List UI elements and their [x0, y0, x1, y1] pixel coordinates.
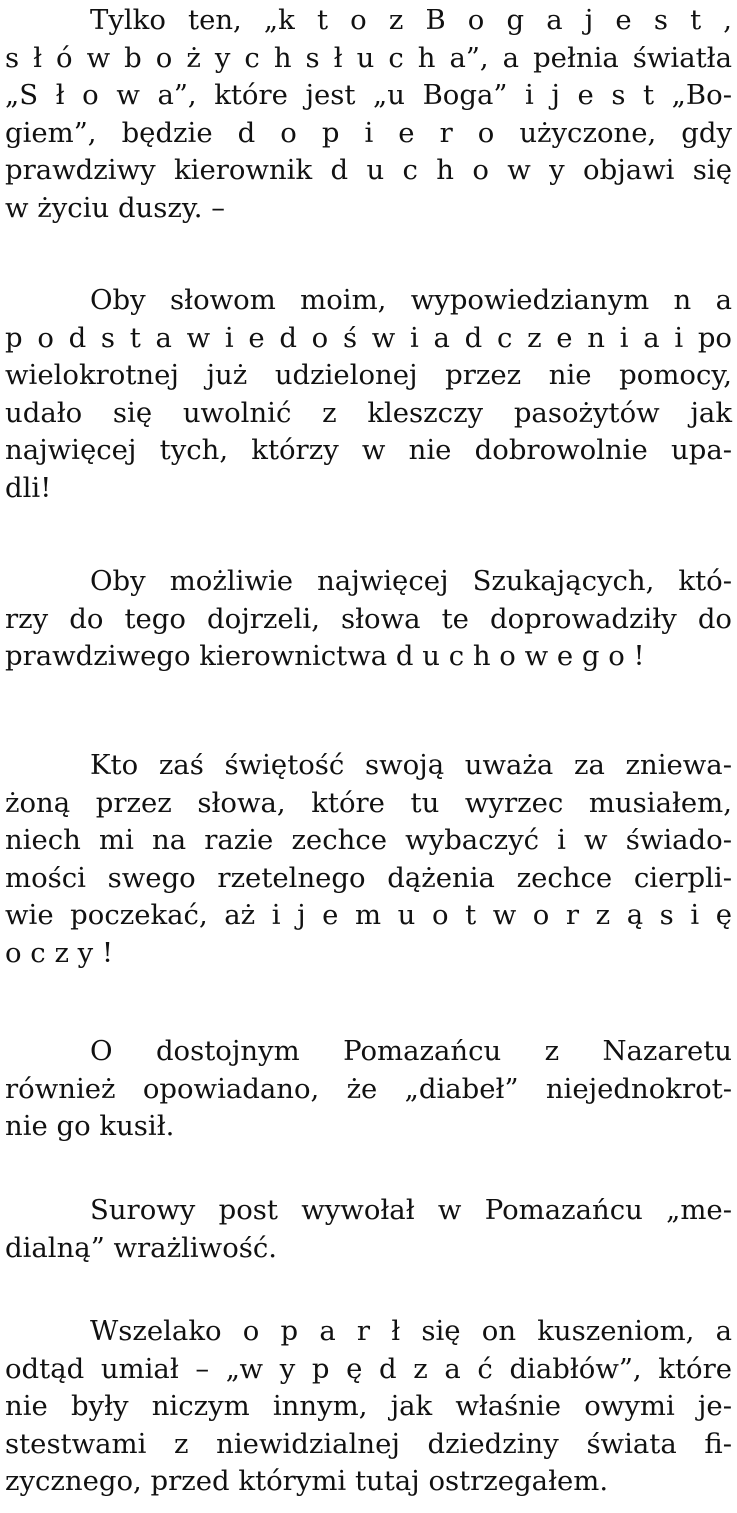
text-line: Oby słowom moim, wypowiedzianym n a: [90, 284, 732, 316]
text-line: Wszelako o p a r ł się on kuszeniom, a: [90, 1315, 732, 1347]
paragraph-6: [5, 1192, 732, 1267]
text-line: udało się uwolnić z kleszczy pasożytów jak: [5, 396, 732, 429]
text-line: Kto zaś świętość swoją uważa za zniewa-: [90, 749, 732, 781]
text-line: Oby możliwie najwięcej Szukających, któ-: [90, 565, 732, 597]
paragraph-4: [5, 747, 732, 972]
text-line: prawdziwy kierownik d u c h o w y objawi się: [5, 154, 732, 186]
text-line: Tylko ten, „k t o z B o g a j e s t ,: [90, 4, 732, 36]
text-line: s ł ó w b o ż y c h s ł u c h a”, a pełnia światła: [5, 41, 732, 74]
paragraph-7: [5, 1313, 732, 1501]
text-line: giem”, będzie d o p i e r o użyczone, gdy: [5, 116, 732, 149]
text-line: najwięcej tych, którzy w nie dobrowolnie upa-: [5, 434, 732, 466]
text-line: żoną przez słowa, które tu wyrzec musiałem,: [5, 786, 732, 819]
text-line: nie go kusił.: [5, 1110, 175, 1142]
text-line: niech mi na razie zechce wybaczyć i w świado-: [5, 824, 732, 856]
text-line: również opowiadano, że „diabeł” niejednokrot-: [5, 1072, 732, 1105]
text-line: Surowy post wywołał w Pomazańcu „me-: [90, 1194, 732, 1226]
text-line: p o d s t a w i e d o ś w i a d c z e n i a i po: [5, 321, 732, 354]
paragraph-5: [5, 1033, 732, 1146]
text-line: wie poczekać, aż i j e m u o t w o r z ą s i ę: [5, 899, 732, 931]
text-line: „S ł o w a”, które jest „u Boga” i j e s t „Bo-: [5, 79, 732, 111]
text-line: O dostojnym Pomazańcu z Nazaretu: [90, 1035, 732, 1067]
text-line: zycznego, przed którymi tutaj ostrzegałem.: [5, 1465, 609, 1497]
text-line: o c z y !: [5, 936, 113, 969]
text-line: dialną” wrażliwość.: [5, 1231, 278, 1264]
text-line: nie były niczym innym, jak właśnie owymi je-: [5, 1390, 732, 1422]
text-line: prawdziwego kierownictwa d u c h o w e g o !: [5, 640, 645, 672]
text-line: mości swego rzetelnego dążenia zechce cierpli-: [5, 861, 732, 894]
text-line: stestwami z niewidzialnej dziedziny świata fi-: [5, 1427, 732, 1460]
text-line: rzy do tego dojrzeli, słowa te doprowadziły do: [5, 602, 732, 635]
paragraph-1: [5, 2, 732, 227]
text-line: w życiu duszy. –: [5, 191, 225, 224]
text-line: odtąd umiał – „w y p ę d z a ć diabłów”, które: [5, 1352, 732, 1385]
paragraph-2: [5, 282, 732, 507]
text-line: wielokrotnej już udzielonej przez nie pomocy,: [5, 359, 732, 391]
text-line: dli!: [5, 471, 52, 504]
paragraph-3: [5, 563, 732, 676]
